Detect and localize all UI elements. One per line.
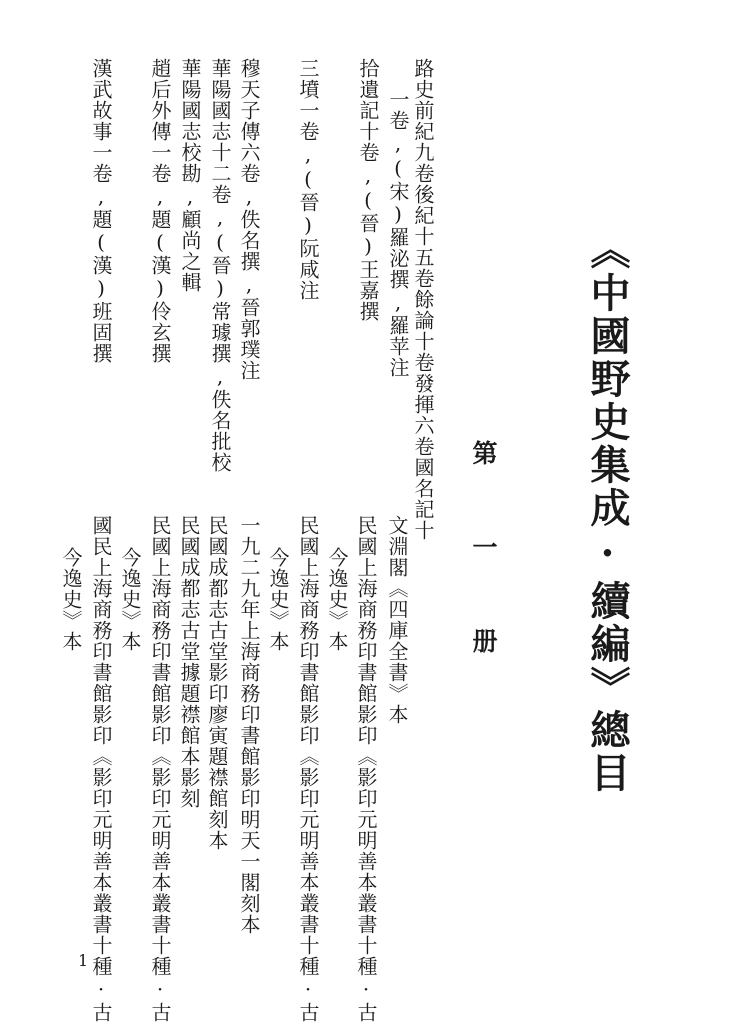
entry-title: 拾遺記十卷,(晉)王嘉撰 bbox=[356, 58, 380, 322]
entry-title: 路史前紀九卷後紀十五卷餘論十卷發揮六卷國名記十 bbox=[411, 58, 435, 541]
entry-edition-continued: 今逸史》本 bbox=[325, 547, 349, 652]
entry-edition: 民國上海商務印書館影印《影印元明善本叢書十種·古 bbox=[148, 515, 172, 1023]
entry-edition-continued: 今逸史》本 bbox=[59, 547, 83, 652]
entry-edition: 文淵閣《四庫全書》本 bbox=[385, 515, 409, 725]
entry-title: 華陽國志十二卷,(晉)常璩撰,佚名批校 bbox=[208, 58, 232, 473]
entry-title-continued: 一卷,(宋)羅泌撰,羅苹注 bbox=[386, 89, 410, 378]
volume-heading: 第 一 册 bbox=[469, 440, 498, 675]
page-number: 1 bbox=[78, 951, 89, 970]
entry-edition: 國民上海商務印書館影印《影印元明善本叢書十種·古 bbox=[89, 515, 113, 1023]
entry-edition-continued: 今逸史》本 bbox=[266, 547, 290, 652]
entry-edition-continued: 今逸史》本 bbox=[118, 547, 142, 652]
entry-edition: 民國上海商務印書館影印《影印元明善本叢書十種·古 bbox=[354, 515, 378, 1023]
entry-title: 三墳一卷,(晉)阮咸注 bbox=[296, 58, 320, 301]
entry-title: 漢武故事一卷,題(漢)班固撰 bbox=[89, 58, 113, 364]
entry-title: 華陽國志校勘,顧尚之輯 bbox=[178, 58, 202, 293]
entry-edition: 民國上海商務印書館影印《影印元明善本叢書十種·古 bbox=[296, 515, 320, 1023]
entry-edition: 民國成都志古堂影印廖寅題襟館刻本 bbox=[205, 515, 229, 851]
collection-title: 《中國野史集成·續編》總目 bbox=[584, 229, 631, 795]
entry-edition: 民國成都志古堂據題襟館本影刻 bbox=[177, 515, 201, 809]
entry-edition: 一九二九年上海商務印書館影印明天一閣刻本 bbox=[237, 515, 261, 935]
entry-title: 穆天子傳六卷,佚名撰,晉郭璞注 bbox=[237, 58, 261, 381]
entry-title: 趙后外傳一卷,題(漢)伶玄撰 bbox=[148, 58, 172, 364]
